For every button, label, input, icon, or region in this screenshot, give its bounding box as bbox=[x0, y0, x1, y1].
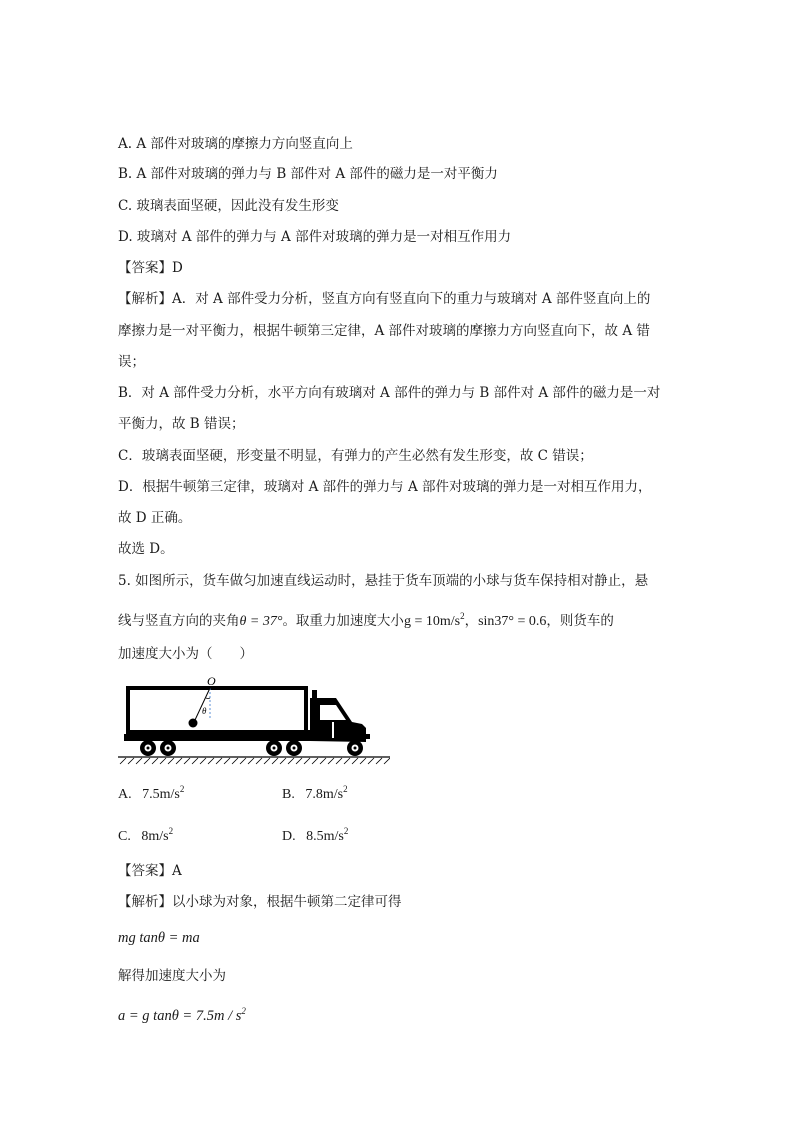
cargo-box bbox=[128, 688, 306, 732]
q4-analysis-line-7: D．根据牛顿第三定律，玻璃对 A 部件的弹力与 A 部件对玻璃的弹力是一对相互作用力， bbox=[118, 479, 652, 495]
front-bumper bbox=[358, 734, 370, 739]
q5-stem-line-1: 5. 如图所示，货车做匀加速直线运动时，悬挂于货车顶端的小球与货车保持相对静止，悬 bbox=[118, 573, 649, 589]
analysis-tag: 【解析】 bbox=[118, 894, 172, 910]
q4-option-c: C. 玻璃表面坚硬，因此没有发生形变 bbox=[118, 198, 339, 214]
q4-analysis-line-1 bbox=[118, 289, 650, 309]
q5-answer bbox=[118, 861, 182, 881]
q5-stem-line-3: 加速度大小为（ ） bbox=[118, 646, 253, 662]
pendulum-ball bbox=[189, 719, 198, 728]
figure-label-o: O bbox=[207, 674, 216, 688]
q4-analysis-line-6: C．玻璃表面坚硬，形变量不明显，有弹力的产生必然有发生形变，故 C 错误； bbox=[118, 448, 593, 464]
equation-2: a = g $\tan\theta = 7.5m / s^2$ bbox=[118, 1006, 246, 1024]
answer-tag: 【答案】 bbox=[118, 260, 172, 276]
truck-figure bbox=[118, 672, 390, 768]
q4-analysis-line-5: 平衡力，故 B 错误； bbox=[118, 416, 245, 432]
ground-hatching bbox=[120, 758, 390, 764]
wheel-rear-1 bbox=[140, 740, 156, 756]
wheel-front bbox=[347, 740, 363, 756]
figure-label-theta: θ bbox=[202, 706, 207, 716]
choice-b: B. $7.8m/s^2$ bbox=[282, 784, 348, 802]
q4-answer bbox=[118, 258, 183, 278]
chassis bbox=[124, 734, 310, 741]
q5-solve-text: 解得加速度大小为 bbox=[118, 968, 226, 984]
q4-option-b: B. A 部件对玻璃的弹力与 B 部件对 A 部件的磁力是一对平衡力 bbox=[118, 166, 498, 182]
q4-analysis-line-8: 故 D 正确。 bbox=[118, 510, 192, 526]
q4-analysis-line-2: 摩擦力是一对平衡力，根据牛顿第三定律，A 部件对玻璃的摩擦力方向竖直向下，故 A 错 bbox=[118, 323, 650, 339]
theta-expression: θ = 37° bbox=[239, 614, 283, 629]
cab-door-line bbox=[332, 722, 334, 738]
analysis-tag: 【解析】 bbox=[118, 291, 172, 307]
wheel-mid-2 bbox=[286, 740, 302, 756]
rear-bumper-bar bbox=[266, 730, 310, 734]
choice-d: D. $8.5m/s^2$ bbox=[282, 826, 349, 844]
q4-option-d: D. 玻璃对 A 部件的弹力与 A 部件对玻璃的弹力是一对相互作用力 bbox=[118, 229, 512, 245]
q5-stem-line-2: 线与竖直方向的夹角θ = 37°。取重力加速度大小$g = 10m/s^2$，sin37° = 0.6，则货车的 bbox=[118, 611, 614, 629]
answer-value: A bbox=[172, 863, 182, 879]
analysis-text: A．对 A 部件受力分析，竖直方向有竖直向下的重力与玻璃对 A 部件竖直向上的 bbox=[172, 291, 651, 307]
choice-c: C. $8m/s^2$ bbox=[118, 826, 174, 844]
choice-a: A. $7.5m/s^2$ bbox=[118, 784, 185, 802]
q4-analysis-line-9: 故选 D。 bbox=[118, 541, 174, 557]
q5-analysis-intro: 【解析】以小球为对象，根据牛顿第二定律可得 bbox=[118, 894, 402, 910]
exhaust-stack bbox=[312, 690, 317, 700]
gravity-expression: $g = 10m/s^2$ bbox=[403, 611, 465, 629]
q4-option-a: A. A 部件对玻璃的摩擦力方向竖直向上 bbox=[118, 136, 353, 152]
wheel-mid-1 bbox=[266, 740, 282, 756]
answer-value: D bbox=[172, 260, 183, 276]
q4-analysis-line-3: 误； bbox=[118, 354, 145, 370]
sine-expression: sin37° = 0.6 bbox=[478, 614, 547, 629]
wheel-rear-2 bbox=[160, 740, 176, 756]
answer-tag: 【答案】 bbox=[118, 863, 172, 879]
equation-1: mg tanθ = ma bbox=[118, 930, 200, 946]
q4-analysis-line-4: B．对 A 部件受力分析，水平方向有玻璃对 A 部件的弹力与 B 部件对 A 部件的磁力是一对 bbox=[118, 385, 661, 401]
